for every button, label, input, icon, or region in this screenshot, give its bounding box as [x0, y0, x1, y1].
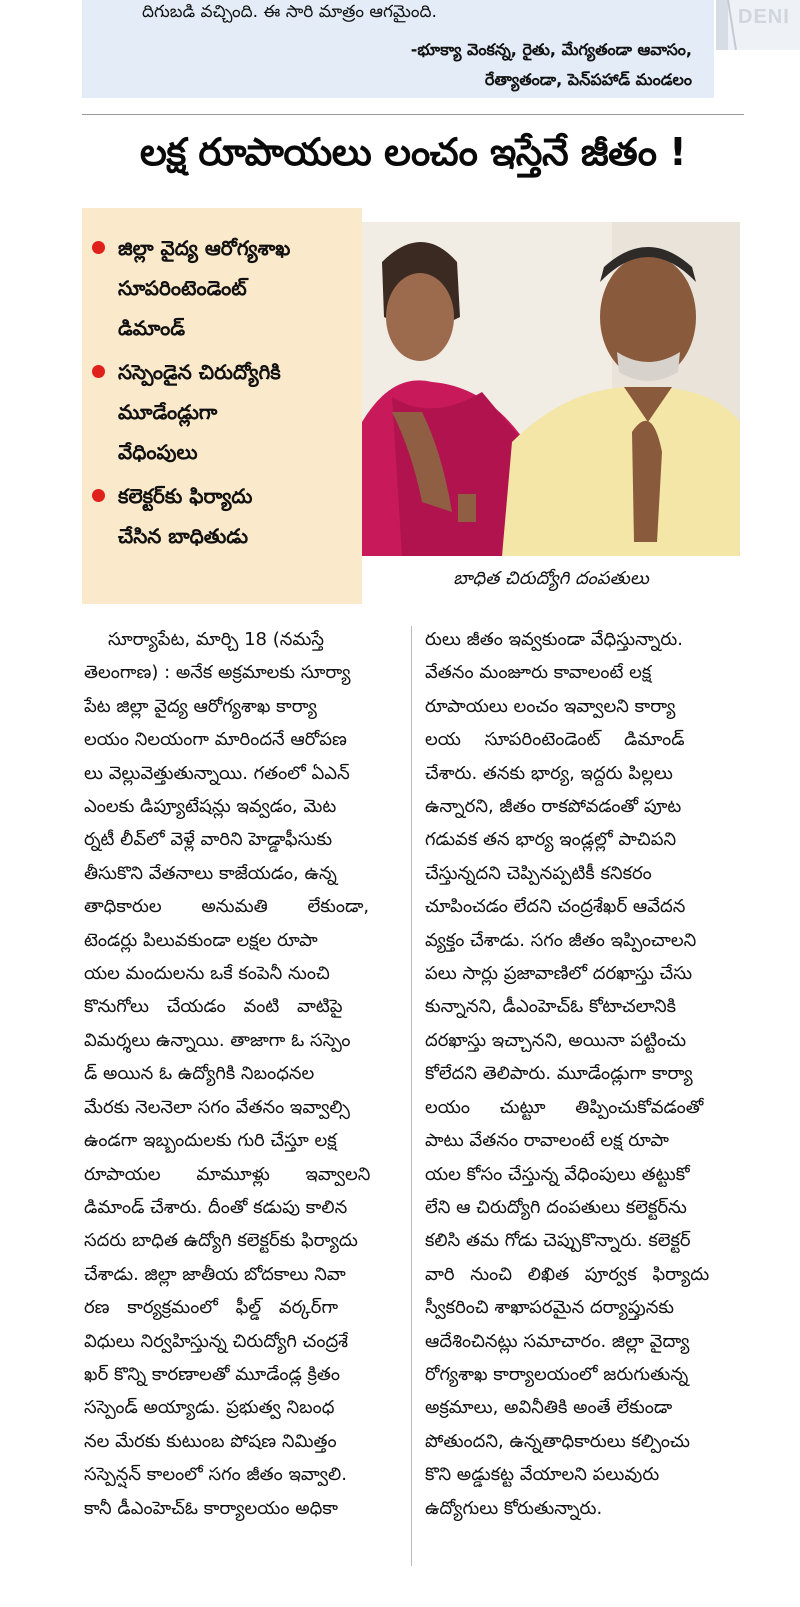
article-line: రోగ్యశాఖ కార్యాలయంలో జరుగుతున్న	[425, 1363, 689, 1385]
article-line: వ్యక్తం చేశాడు. సగం జీతం ఇప్పించాలని	[425, 929, 697, 951]
highlight-item	[92, 228, 356, 348]
previous-article-quote-box	[82, 0, 714, 98]
article-line: తెలంగాణ) : అనేక అక్రమాలకు సూర్యా	[84, 662, 351, 684]
highlight-item	[92, 352, 356, 472]
article-line: డిమాండ్ చేశారు. దీంతో కడుపు కాలిన	[84, 1196, 348, 1218]
article-line: ఆదేశించినట్లు సమాచారం. జిల్లా వైద్యా	[425, 1330, 690, 1352]
article-line: తీసుకొని వేతనాలు కాజేయడం, ఉన్న	[84, 862, 337, 884]
highlight-item	[92, 476, 356, 556]
highlights-box	[82, 208, 362, 604]
article-line: చేశాడు. జిల్లా జాతీయ బోదకాలు నివా	[84, 1263, 346, 1285]
highlight-line: చేసిన బాధితుడు	[118, 524, 249, 548]
article-line: ర్నటీ లీవ్‌లో వెళ్లే వారిని హెడ్డాఫీసుకు	[84, 829, 333, 851]
article-line: ఉన్నారని, జీతం రాకపోవడంతో పూట	[425, 796, 682, 818]
highlight-line: సూపరింటెండెంట్	[118, 276, 247, 300]
article-line: వేతనం మంజూరు కావాలంటే లక్ష	[425, 662, 652, 684]
article-line: పోతుందని, ఉన్నతాధికారులు కల్పించు	[425, 1430, 690, 1452]
article-line: రణ కార్యక్రమంలో ఫీల్డ్ వర్కర్‌గా	[84, 1297, 339, 1319]
highlight-line: మూడేండ్లుగా	[118, 400, 218, 424]
article-line: కలిసి తమ గోడు చెప్పుకొన్నారు. కలెక్టర్	[425, 1230, 691, 1252]
article-line: ఉద్యోగులు కోరుతున్నారు.	[425, 1497, 603, 1519]
article-line: కున్నానని, డీఎంహెచ్‌ఓ కోటాచలానికి	[425, 996, 677, 1018]
article-line: గడువక తన భార్య ఇండ్లల్లో పాచిపని	[425, 829, 677, 851]
article-line: పలు సార్లు ప్రజావాణిలో దరఖాస్తు చేసు	[425, 963, 693, 985]
article-line: కానీ డీఎంహెచ్‌ఓ కార్యాలయం అధికా	[84, 1497, 338, 1519]
article-line: యల కోసం చేస్తున్న వేధింపులు తట్టుకో	[425, 1163, 690, 1185]
article-line: స్వీకరించి శాఖాపరమైన దర్యాప్తునకు	[425, 1297, 675, 1319]
article-line: చేశారు. తనకు భార్య, ఇద్దరు పిల్లలు	[425, 762, 673, 784]
section-divider	[82, 114, 744, 115]
article-line: ఎంలకు డిప్యూటేషన్లు ఇవ్వడం, మెట	[84, 796, 337, 818]
article-line: పేట జిల్లా వైద్య ఆరోగ్యశాఖ కార్యా	[84, 695, 317, 717]
article-line: సస్పెండ్ అయ్యాడు. ప్రభుత్వ నిబంధ	[84, 1397, 335, 1419]
highlight-line: కలెక్టర్‌కు ఫిర్యాదు	[118, 484, 253, 508]
highlight-line: డిమాండ్	[118, 316, 186, 340]
article-line: లు వెల్లువెత్తుతున్నాయి. గతంలో ఏఎన్	[84, 762, 350, 784]
article-line: లేని ఆ చిరుద్యోగి దంపతులు కలెక్టర్‌ను	[425, 1196, 687, 1218]
photo-caption: బాధిత చిరుద్యోగి దంపతులు	[453, 568, 649, 589]
article-line: రూపాయలు లంచం ఇవ్వాలని కార్యా	[425, 695, 676, 717]
article-column-left	[84, 623, 402, 1525]
article-line: తాధికారుల అనుమతి లేకుండా,	[84, 896, 370, 918]
article-line: లయ సూపరింటెండెంట్ డిమాండ్	[425, 729, 685, 751]
column-divider	[411, 626, 412, 1566]
article-line: కొనుగోలు చేయడం వంటి వాటిపై	[84, 996, 343, 1018]
article-headline: లక్ష రూపాయలు లంచం ఇస్తేనే జీతం !	[139, 130, 687, 174]
article-line: చేస్తున్నదని చెప్పినప్పటికీ కనికరం	[425, 862, 652, 884]
highlight-line: జిల్లా వైద్య ఆరోగ్యశాఖ	[118, 236, 291, 260]
quote-text: దిగుబడి వచ్చింది. ఈ సారి మాత్రం ఆగమైంది.	[142, 2, 437, 22]
farmer-photo-crop	[716, 0, 800, 50]
article-line: విమర్శలు ఉన్నాయి. తాజాగా ఓ సస్పెం	[84, 1029, 351, 1051]
bullet-dot-icon	[92, 489, 105, 502]
article-line: మేరకు నెలనెలా సగం వేతనం ఇవ్వాల్సి	[84, 1096, 350, 1118]
article-line: కొని అడ్డుకట్ట వేయాలని పలువురు	[425, 1464, 660, 1486]
article-line: సూర్యాపేట, మార్చి 18 (నమస్తే	[108, 629, 325, 650]
article-line: ఖర్ కొన్ని కారణాలతో మూడేండ్ల క్రితం	[84, 1363, 341, 1385]
article-line: అక్రమాలు, అవినీతికి అంతే లేకుండా	[425, 1397, 673, 1419]
highlight-line: సస్పెండైన చిరుద్యోగికి	[118, 360, 281, 384]
couple-illustration	[362, 222, 740, 556]
article-line: కోలేదని తెలిపారు. మూడేండ్లుగా కార్యా	[425, 1063, 693, 1085]
article-line: దరఖాస్తు ఇచ్చానని, అయినా పట్టించు	[425, 1029, 687, 1051]
article-line: ఉండగా ఇబ్బందులకు గురి చేస్తూ లక్ష	[84, 1130, 337, 1152]
article-line: పాటు వేతనం రావాలంటే లక్ష రూపా	[425, 1130, 669, 1152]
article-line: డ్ అయిన ఓ ఉద్యోగికి నిబంధనల	[84, 1063, 315, 1085]
victim-couple-photo	[362, 222, 740, 556]
quote-attribution-line-2: రేత్యాతండా, పెన్‌పహాడ్ మండలం	[484, 70, 692, 89]
bullet-dot-icon	[92, 365, 105, 378]
article-line: చూపించడం లేదని చంద్రశేఖర్ ఆవేదన	[425, 896, 686, 918]
article-column-right	[425, 623, 743, 1525]
highlight-line: వేధింపులు	[118, 440, 198, 464]
article-line: సదరు బాధిత ఉద్యోగి కలెక్టర్‌కు ఫిర్యాదు	[84, 1230, 358, 1252]
article-line: సస్పెన్షన్ కాలంలో సగం జీతం ఇవ్వాలి.	[84, 1464, 347, 1486]
article-line: రూపాయల మామూళ్లు ఇవ్వాలని	[84, 1163, 371, 1185]
article-line: లయం చుట్టూ తిప్పించుకోవడంతో	[425, 1096, 704, 1118]
article-line: రులు జీతం ఇవ్వకుండా వేధిస్తున్నారు.	[425, 629, 683, 650]
bullet-dot-icon	[92, 241, 105, 254]
article-line: యల మందులను ఒకే కంపెనీ నుంచి	[84, 963, 330, 985]
quote-attribution-line-1: -భూక్యా వెంకన్న, రైతు, మేగ్యతండా ఆవాసం,	[410, 40, 692, 59]
article-line: విధులు నిర్వహిస్తున్న చిరుద్యోగి చంద్రశే	[84, 1330, 349, 1352]
article-line: టెండర్లు పిలువకుండా లక్షల రూపా	[84, 929, 318, 951]
article-line: లయం నిలయంగా మారిందనే ఆరోపణ	[84, 729, 347, 751]
article-line: నల మేరకు కుటుంబ పోషణ నిమిత్తం	[84, 1430, 337, 1452]
article-line: వారి నుంచి లిఖిత పూర్వక ఫిర్యాదు	[425, 1263, 710, 1285]
shirt-print-text: DENI	[738, 6, 790, 28]
